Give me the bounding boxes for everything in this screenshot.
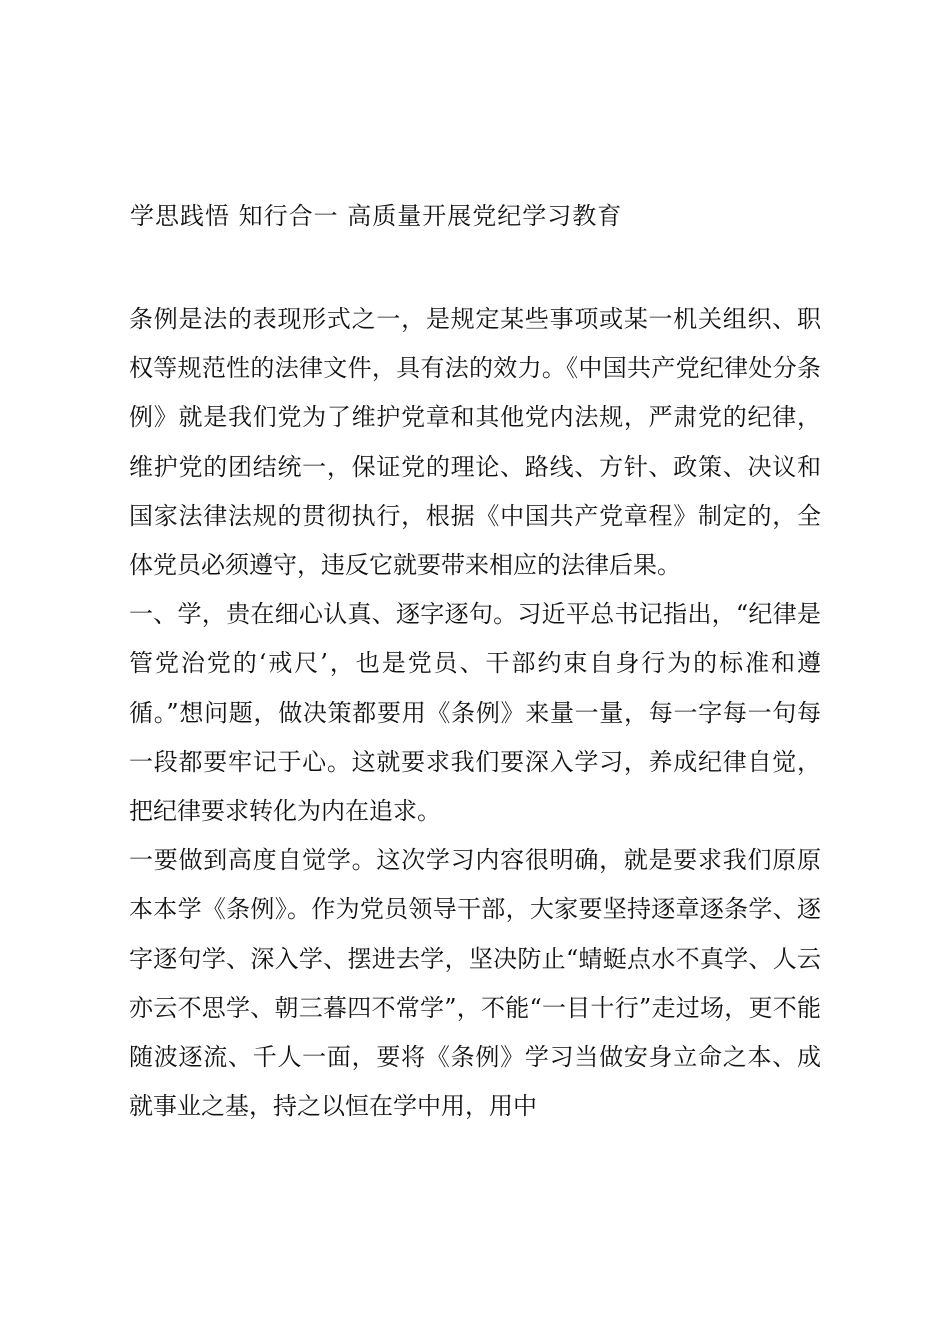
paragraph-3: 一要做到高度自觉学。这次学习内容很明确，就是要求我们原原本本学《条例》。作为党员领导干部，大家要坚持逐章逐条学、逐字逐句学、深入学、摆进去学，坚决防止“蜻蜓点水不真学、人云亦云不思学、朝三暮四不常学”，不能“一目十行”走过场，更不能随波逐流、千人一面，要将《条例》学习当做安身立命之本、成就事业之基，持之以恒在学中用，用中 (129, 846, 821, 1121)
paragraph-1: 条例是法的表现形式之一，是规定某些事项或某一机关组织、职权等规范性的法律文件，具有法的效力。《中国共产党纪律处分条例》就是我们党为了维护党章和其他党内法规，严肃党的纪律，维护党的团结统一，保证党的理论、路线、方针、政策、决议和国家法律法规的贯彻执行，根据《中国共产党章程》制定的，全体党员必须遵守，违反它就要带来相应的法律后果。 (129, 305, 821, 580)
document-title: 学思践悟 知行合一 高质量开展党纪学习教育 (130, 202, 623, 230)
paragraph-2: 一、学，贵在细心认真、逐字逐句。习近平总书记指出，“纪律是管党治党的‘戒尺’，也是党员、干部约束自身行为的标准和遵循。”想问题，做决策都要用《条例》来量一量，每一字每一句每一段都要牢记于心。这就要求我们要深入学习，养成纪律自觉，把纪律要求转化为内在追求。 (129, 600, 821, 826)
document-body (129, 295, 821, 1131)
